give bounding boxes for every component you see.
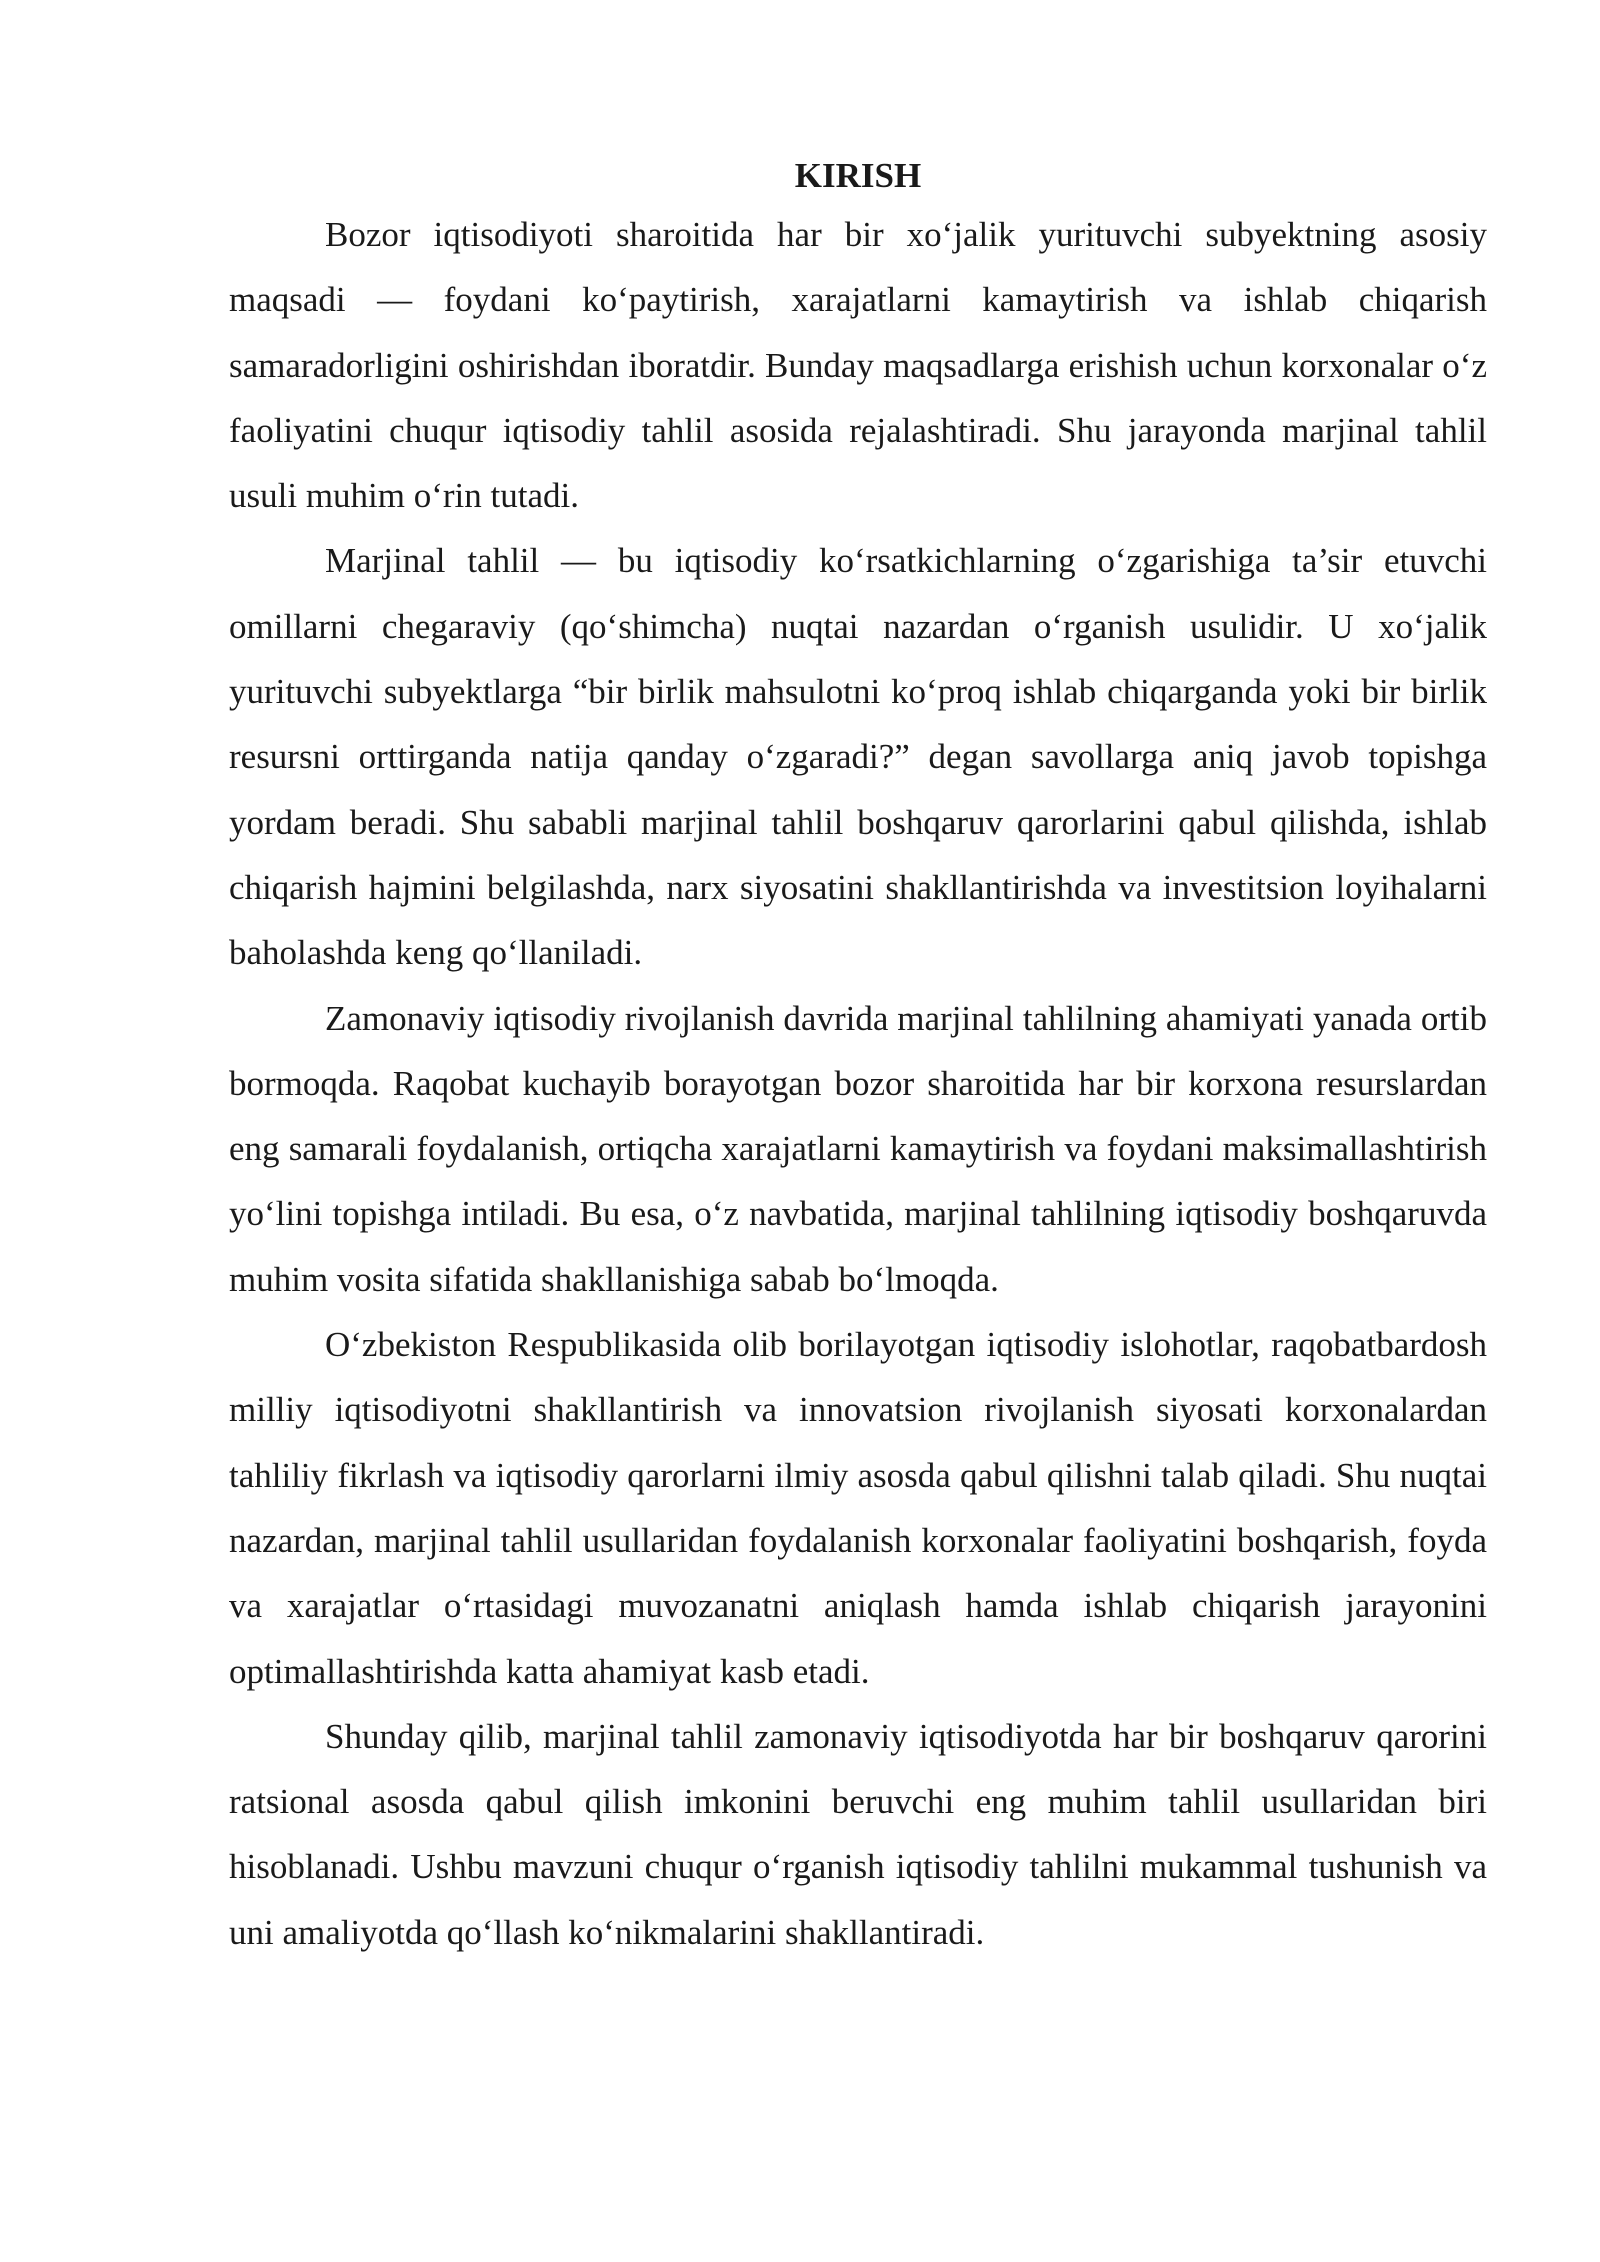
paragraph-4: O‘zbekiston Respublikasida olib borilayotgan iqtisodiy islohotlar, raqobatbardosh milliy iqtisodiyotni shakllantirish va innovatsion rivojlanish siyosati korxonalardan tahliliy fikrlash va iqtisodiy qarorlarni ilmiy asosda qabul qilishni talab qiladi. Shu nuqtai nazardan, marjinal tahlil usullaridan foydalanish korxonalar faoliyatini boshqarish, foyda va xarajatlar o‘rtasidagi muvozanatni aniqlash hamda ishlab chiqarish jarayonini optimallashtirishda katta ahamiyat kasb etadi. — [229, 1325, 1487, 1691]
section-title: KIRISH — [794, 156, 922, 195]
paragraph-3: Zamonaviy iqtisodiy rivojlanish davrida marjinal tahlilning ahamiyati yanada ortib bormoqda. Raqobat kuchayib borayotgan bozor sharoitida har bir korxona resurslardan eng samarali foydalanish, ortiqcha xarajatlarni kamaytirish va foydani maksimallashtirish yo‘lini topishga intiladi. Bu esa, o‘z navbatida, marjinal tahlilning iqtisodiy boshqaruvda muhim vosita sifatida shakllanishiga sabab bo‘lmoqda. — [229, 998, 1487, 1299]
paragraph-5: Shunday qilib, marjinal tahlil zamonaviy iqtisodiyotda har bir boshqaruv qarorini ratsional asosda qabul qilish imkonini beruvchi eng muhim tahlil usullaridan biri hisoblanadi. Ushbu mavzuni chuqur o‘rganish iqtisodiy tahlilni mukammal tushunish va uni amaliyotda qo‘llash ko‘nikmalarini shakllantiradi. — [229, 1716, 1487, 1952]
paragraph-2: Marjinal tahlil — bu iqtisodiy ko‘rsatkichlarning o‘zgarishiga ta’sir etuvchi omillarni chegaraviy (qo‘shimcha) nuqtai nazardan o‘rganish usulidir. U xo‘jalik yurituvchi subyektlarga “bir birlik mahsulotni ko‘proq ishlab chiqarganda yoki bir birlik resursni orttirganda natija qanday o‘zgaradi?” degan savollarga aniq javob topishga yordam beradi. Shu sababli marjinal tahlil boshqaruv qarorlarini qabul qilishda, ishlab chiqarish hajmini belgilashda, narx siyosatini shakllantirishda va investitsion loyihalarni baholashda keng qo‘llaniladi. — [229, 541, 1487, 973]
document-body — [229, 150, 1487, 1965]
paragraph-1: Bozor iqtisodiyoti sharoitida har bir xo‘jalik yurituvchi subyektning asosiy maqsadi — foydani ko‘paytirish, xarajatlarni kamaytirish va ishlab chiqarish samaradorligini oshirishdan iboratdir. Bunday maqsadlarga erishish uchun korxonalar o‘z faoliyatini chuqur iqtisodiy tahlil asosida rejalashtiradi. Shu jarayonda marjinal tahlil usuli muhim o‘rin tutadi. — [229, 215, 1487, 516]
